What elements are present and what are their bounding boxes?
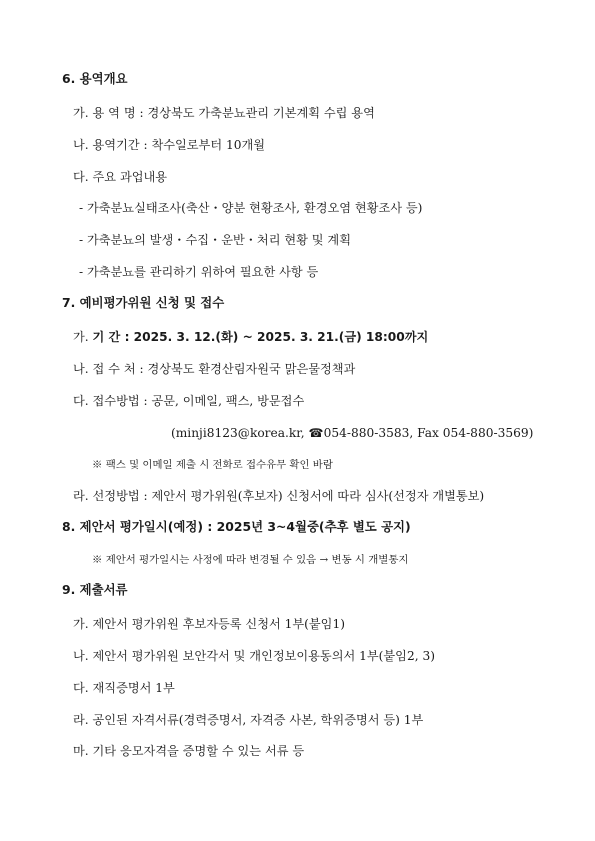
document-item: 라. 공인된 자격서류(경력증명서, 자격증 사본, 학위증명서 등) 1부 bbox=[73, 713, 424, 727]
task-item: - 가축분뇨의 발생・수집・운반・처리 현황 및 계획 bbox=[79, 233, 351, 247]
main-tasks-label: 다. 주요 과업내용 bbox=[73, 170, 168, 184]
selection-method: 라. 선정방법 : 제안서 평가위원(후보자) 신청서에 따라 심사(선정자 개별통보) bbox=[73, 489, 485, 503]
section-6-heading: 6. 용역개요 bbox=[62, 71, 128, 86]
application-method: 다. 접수방법 : 공문, 이메일, 팩스, 방문접수 bbox=[73, 394, 305, 408]
confirmation-note: ※ 팩스 및 이메일 제출 시 전화로 접수유무 확인 바람 bbox=[92, 459, 333, 471]
task-item: - 가축분뇨실태조사(축산・양분 현황조사, 환경오염 현황조사 등) bbox=[79, 201, 423, 215]
application-place: 나. 접 수 처 : 경상북도 환경산림자원국 맑은물정책과 bbox=[73, 362, 356, 376]
application-period bbox=[73, 329, 428, 345]
section-9-heading: 9. 제출서류 bbox=[62, 582, 128, 597]
period-prefix: 가. bbox=[73, 330, 93, 344]
schedule-note: ※ 제안서 평가일시는 사정에 따라 변경될 수 있음 → 변동 시 개별통지 bbox=[92, 554, 409, 566]
period-text: 기 간 : 2025. 3. 12.(화) ~ 2025. 3. 21.(금) 18:00까지 bbox=[92, 330, 429, 344]
document-item: 마. 기타 응모자격을 증명할 수 있는 서류 등 bbox=[73, 744, 305, 758]
section-8-heading: 8. 제안서 평가일시(예정) : 2025년 3~4월중(추후 별도 공지) bbox=[62, 519, 411, 534]
service-period: 나. 용역기간 : 착수일로부터 10개월 bbox=[73, 138, 266, 152]
document-item: 나. 제안서 평가위원 보안각서 및 개인정보이용동의서 1부(붙임2, 3) bbox=[73, 649, 435, 663]
contact-info: (minji8123@korea.kr, ☎054-880-3583, Fax 054-880-3569) bbox=[171, 426, 534, 440]
service-name: 가. 용 역 명 : 경상북도 가축분뇨관리 기본계획 수립 용역 bbox=[73, 106, 375, 120]
task-item: - 가축분뇨를 관리하기 위하여 필요한 사항 등 bbox=[79, 265, 319, 279]
section-7-heading: 7. 예비평가위원 신청 및 접수 bbox=[62, 295, 225, 310]
document-item: 가. 제안서 평가위원 후보자등록 신청서 1부(붙임1) bbox=[73, 617, 345, 631]
document-item: 다. 재직증명서 1부 bbox=[73, 681, 175, 695]
